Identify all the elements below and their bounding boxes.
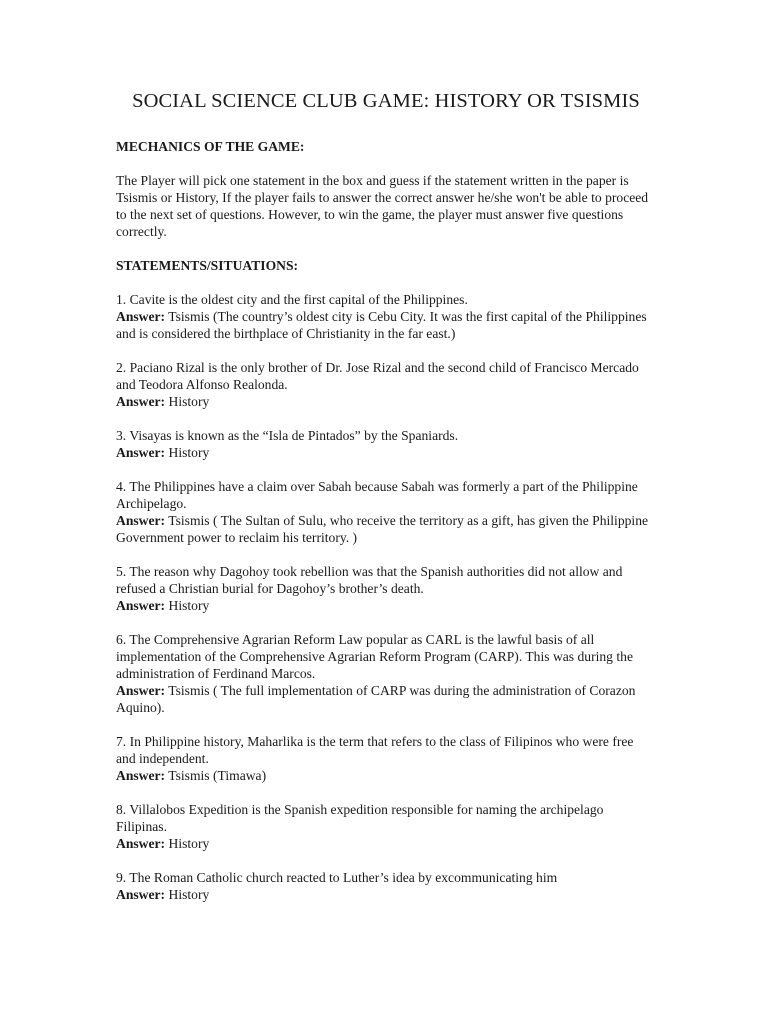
statement-item-6 [116, 631, 656, 716]
answer-label: Answer: [116, 445, 166, 460]
statement-item-3 [116, 427, 656, 461]
answer-label: Answer: [116, 768, 166, 783]
answer-label: Answer: [116, 683, 166, 698]
answer-label: Answer: [116, 513, 166, 528]
statement-answer [116, 767, 656, 784]
answer-value: Tsismis (Timawa) [168, 768, 267, 783]
statement-item-7 [116, 733, 656, 784]
statement-text: 3. Visayas is known as the “Isla de Pintados” by the Spaniards. [116, 428, 459, 443]
statement-text: 7. In Philippine history, Maharlika is the term that refers to the class of Filipinos who were free and independent. [116, 734, 634, 766]
statement-text: 8. Villalobos Expedition is the Spanish expedition responsible for naming the archipelago Filipinas. [116, 802, 604, 834]
statement-answer [116, 886, 656, 903]
answer-label: Answer: [116, 309, 166, 324]
mechanics-text: The Player will pick one statement in the box and guess if the statement written in the paper is Tsismis or History, If the player fails to answer the correct answer he/she won't be able to proceed to the next set of questions. However, to win the game, the player must answer five questions correctly. [116, 173, 649, 239]
statement-answer [116, 393, 656, 410]
answer-value: History [168, 887, 210, 902]
statement-text: 1. Cavite is the oldest city and the first capital of the Philippines. [116, 292, 468, 307]
statement-answer [116, 597, 656, 614]
statement-item-9 [116, 869, 656, 903]
answer-value: History [168, 445, 210, 460]
statement-answer [116, 444, 656, 461]
answer-value: History [168, 836, 210, 851]
statement-item-8 [116, 801, 656, 852]
statement-item-1 [116, 291, 656, 342]
statement-text: 2. Paciano Rizal is the only brother of Dr. Jose Rizal and the second child of Francisco Mercado and Teodora Alfonso Realonda. [116, 360, 639, 392]
mechanics-heading: MECHANICS OF THE GAME: [116, 139, 305, 154]
answer-value: History [168, 394, 210, 409]
statement-answer [116, 682, 656, 716]
answer-label: Answer: [116, 394, 166, 409]
statements-heading: STATEMENTS/SITUATIONS: [116, 258, 299, 273]
answer-value: Tsismis (The country’s oldest city is Cebu City. It was the first capital of the Philippines and is considered the birthplace of Christianity in the far east.) [116, 309, 647, 341]
statement-answer [116, 835, 656, 852]
answer-value: Tsismis ( The full implementation of CARP was during the administration of Corazon Aquino). [116, 683, 636, 715]
statement-text: 9. The Roman Catholic church reacted to Luther’s idea by excommunicating him [116, 870, 558, 885]
answer-label: Answer: [116, 836, 166, 851]
document-page [116, 88, 656, 903]
statement-item-2 [116, 359, 656, 410]
statement-text: 4. The Philippines have a claim over Sabah because Sabah was formerly a part of the Philippine Archipelago. [116, 479, 638, 511]
document-title: SOCIAL SCIENCE CLUB GAME: HISTORY OR TSISMIS [132, 90, 640, 112]
statement-answer [116, 308, 656, 342]
answer-label: Answer: [116, 598, 166, 613]
answer-value: Tsismis ( The Sultan of Sulu, who receive the territory as a gift, has given the Philippine Government power to reclaim his territory. ) [116, 513, 649, 545]
answer-value: History [168, 598, 210, 613]
answer-label: Answer: [116, 887, 166, 902]
statement-text: 5. The reason why Dagohoy took rebellion was that the Spanish authorities did not allow and refused a Christian burial for Dagohoy’s brother’s death. [116, 564, 623, 596]
statement-text: 6. The Comprehensive Agrarian Reform Law popular as CARL is the lawful basis of all implementation of the Comprehensive Agrarian Reform Program (CARP). This was during the administration of Ferdinand Marcos. [116, 632, 633, 681]
statement-item-4 [116, 478, 656, 546]
statement-answer [116, 512, 656, 546]
statement-item-5 [116, 563, 656, 614]
